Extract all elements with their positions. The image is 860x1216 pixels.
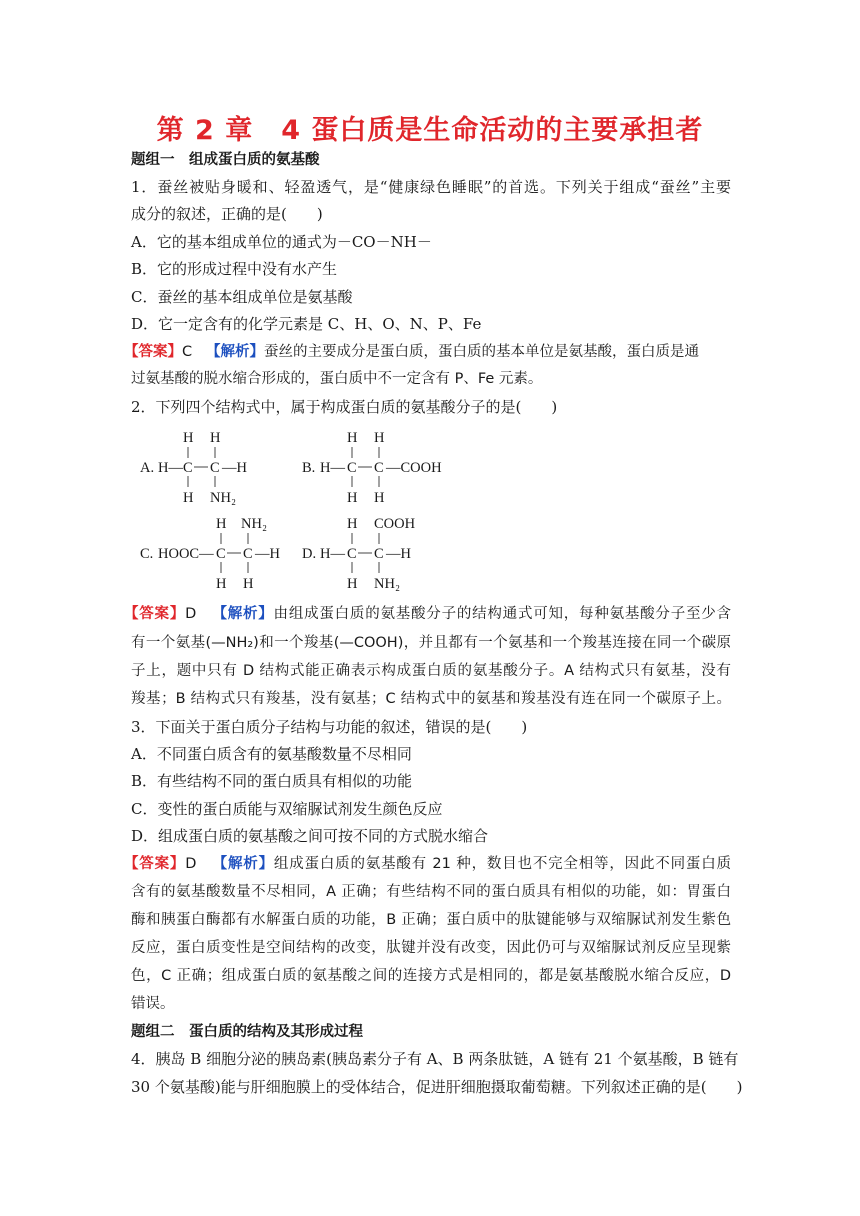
q3-option-d: D．组成蛋白质的氨基酸之间可按不同的方式脱水缩合 (131, 827, 489, 845)
q3-answer: D (185, 856, 197, 872)
structure-d-top1: H (347, 516, 358, 532)
q1-analysis-line2: 过氨基酸的脱水缩合形成的，蛋白质中不一定含有 P、Fe 元素。 (131, 371, 543, 387)
q1-stem-line2: 成分的叙述，正确的是( ) (131, 205, 323, 223)
structure-b (302, 428, 452, 508)
structure-b-label: B. (302, 460, 316, 476)
analysis-tag: 【解析】 (205, 344, 264, 360)
structure-c-left: HOOC— (158, 546, 214, 562)
structure-a-left: H— (158, 460, 183, 476)
q2-analysis-text1: 由组成蛋白质的氨基酸分子的结构通式可知，每种氨基酸分子至少含 (273, 606, 732, 622)
q2-answer-line1 (124, 604, 731, 624)
q3-answer-line1 (124, 854, 731, 874)
q3-analysis-line3: 酶和胰蛋白酶都有水解蛋白质的功能，B 正确；蛋白质中的肽键能够与双缩脲试剂发生紫色 (131, 912, 731, 928)
q3-option-c: C．变性的蛋白质能与双缩脲试剂发生颜色反应 (131, 800, 443, 818)
structure-c-label: C. (140, 546, 154, 562)
structure-b-c1: C (347, 460, 357, 476)
q3-analysis-text1: 组成蛋白质的氨基酸有 21 种，数目也不完全相等，因此不同蛋白质 (273, 856, 732, 872)
structure-c-top2: NH₂ (241, 516, 267, 532)
q1-answer: C (182, 344, 193, 360)
structure-a-c1: C (183, 460, 193, 476)
structure-d-left: H— (320, 546, 345, 562)
answer-tag: 【答案】 (124, 856, 186, 872)
answer-tag: 【答案】 (124, 606, 186, 622)
structure-b-bot1: H (347, 490, 358, 506)
structure-d-c2: C (374, 546, 384, 562)
structure-a-c2: C (210, 460, 220, 476)
structure-c-bot2: H (243, 576, 254, 592)
q3-option-a: A．不同蛋白质含有的氨基酸数量不尽相同 (131, 745, 412, 763)
q3-analysis-line4: 反应，蛋白质变性是空间结构的改变，肽键并没有改变，因此仍可与双缩脲试剂反应呈现紫 (131, 940, 731, 956)
structure-b-bot2: H (374, 490, 385, 506)
q2-answer: D (185, 606, 197, 622)
q3-analysis-line2: 含有的氨基酸数量不尽相同，A 正确；有些结构不同的蛋白质具有相似的功能，如：胃蛋白 (131, 884, 731, 900)
q3-stem: 3．下面关于蛋白质分子结构与功能的叙述，错误的是( ) (131, 718, 528, 736)
q1-option-a: A．它的基本组成单位的通式为－CO－NH－ (131, 233, 432, 251)
page-title: 第 2 章 4 蛋白质是生命活动的主要承担者 (156, 115, 704, 146)
structure-d-top2: COOH (374, 516, 416, 532)
structure-d-c1: C (347, 546, 357, 562)
structure-b-c2: C (374, 460, 384, 476)
structure-c-right: —H (255, 546, 280, 562)
structure-d-bot2: NH₂ (374, 576, 400, 592)
structure-b-top1: H (347, 430, 358, 446)
structure-a (140, 428, 270, 508)
q2-analysis-line4: 羧基；B 结构式只有羧基，没有氨基；C 结构式中的氨基和羧基没有连在同一个碳原子上。 (131, 691, 731, 707)
structure-c (140, 514, 290, 594)
q1-stem-line1: 1．蚕丝被贴身暖和、轻盈透气，是“健康绿色睡眠”的首选。下列关于组成“蚕丝”主要 (131, 178, 731, 196)
structure-a-top2: H (210, 430, 221, 446)
structure-b-top2: H (374, 430, 385, 446)
structure-d (302, 514, 442, 594)
structure-a-top1: H (183, 430, 194, 446)
structure-c-c2: C (243, 546, 253, 562)
structure-d-label: D. (302, 546, 317, 562)
analysis-tag: 【解析】 (212, 856, 274, 872)
group-heading-1: 题组一 组成蛋白质的氨基酸 (131, 152, 320, 168)
analysis-tag: 【解析】 (212, 606, 274, 622)
q4-stem-line2: 30 个氨基酸)能与肝细胞膜上的受体结合，促进肝细胞摄取葡萄糖。下列叙述正确的是( ) (131, 1078, 743, 1096)
structure-d-bot1: H (347, 576, 358, 592)
q2-stem: 2．下列四个结构式中，属于构成蛋白质的氨基酸分子的是( ) (131, 398, 558, 416)
q1-option-d: D．它一定含有的化学元素是 C、H、O、N、P、Fe (131, 315, 482, 333)
structure-b-left: H— (320, 460, 345, 476)
q2-analysis-line2: 有一个氨基(—NH₂)和一个羧基(—COOH)，并且都有一个氨基和一个羧基连接在同一个碳原 (131, 635, 731, 651)
structure-b-right: —COOH (386, 460, 442, 476)
q2-analysis-line3: 子上，题中只有 D 结构式能正确表示构成蛋白质的氨基酸分子。A 结构式只有氨基，没有 (131, 663, 731, 679)
structure-c-top1: H (216, 516, 227, 532)
structure-a-bot2: NH₂ (210, 490, 236, 506)
answer-tag: 【答案】 (124, 344, 182, 360)
q4-stem-line1: 4．胰岛 B 细胞分泌的胰岛素(胰岛素分子有 A、B 两条肽链，A 链有 21 个氨基酸，B 链有 (131, 1050, 739, 1068)
structure-a-right: —H (222, 460, 247, 476)
structure-d-right: —H (386, 546, 411, 562)
q1-answer-line1 (124, 342, 731, 362)
structure-c-bot1: H (216, 576, 227, 592)
q3-analysis-line6: 错误。 (131, 996, 175, 1012)
q3-analysis-line5: 色，C 正确；组成蛋白质的氨基酸之间的连接方式是相同的，都是氨基酸脱水缩合反应，D (131, 968, 731, 984)
q1-option-b: B．它的形成过程中没有水产生 (131, 260, 338, 278)
q1-analysis-text1: 蚕丝的主要成分是蛋白质，蛋白质的基本单位是氨基酸，蛋白质是通 (263, 344, 699, 360)
q3-option-b: B．有些结构不同的蛋白质具有相似的功能 (131, 772, 413, 790)
structure-a-label: A. (140, 460, 155, 476)
group-heading-2: 题组二 蛋白质的结构及其形成过程 (131, 1024, 363, 1040)
structure-c-c1: C (216, 546, 226, 562)
structure-a-bot1: H (183, 490, 194, 506)
q1-option-c: C．蚕丝的基本组成单位是氨基酸 (131, 288, 353, 306)
